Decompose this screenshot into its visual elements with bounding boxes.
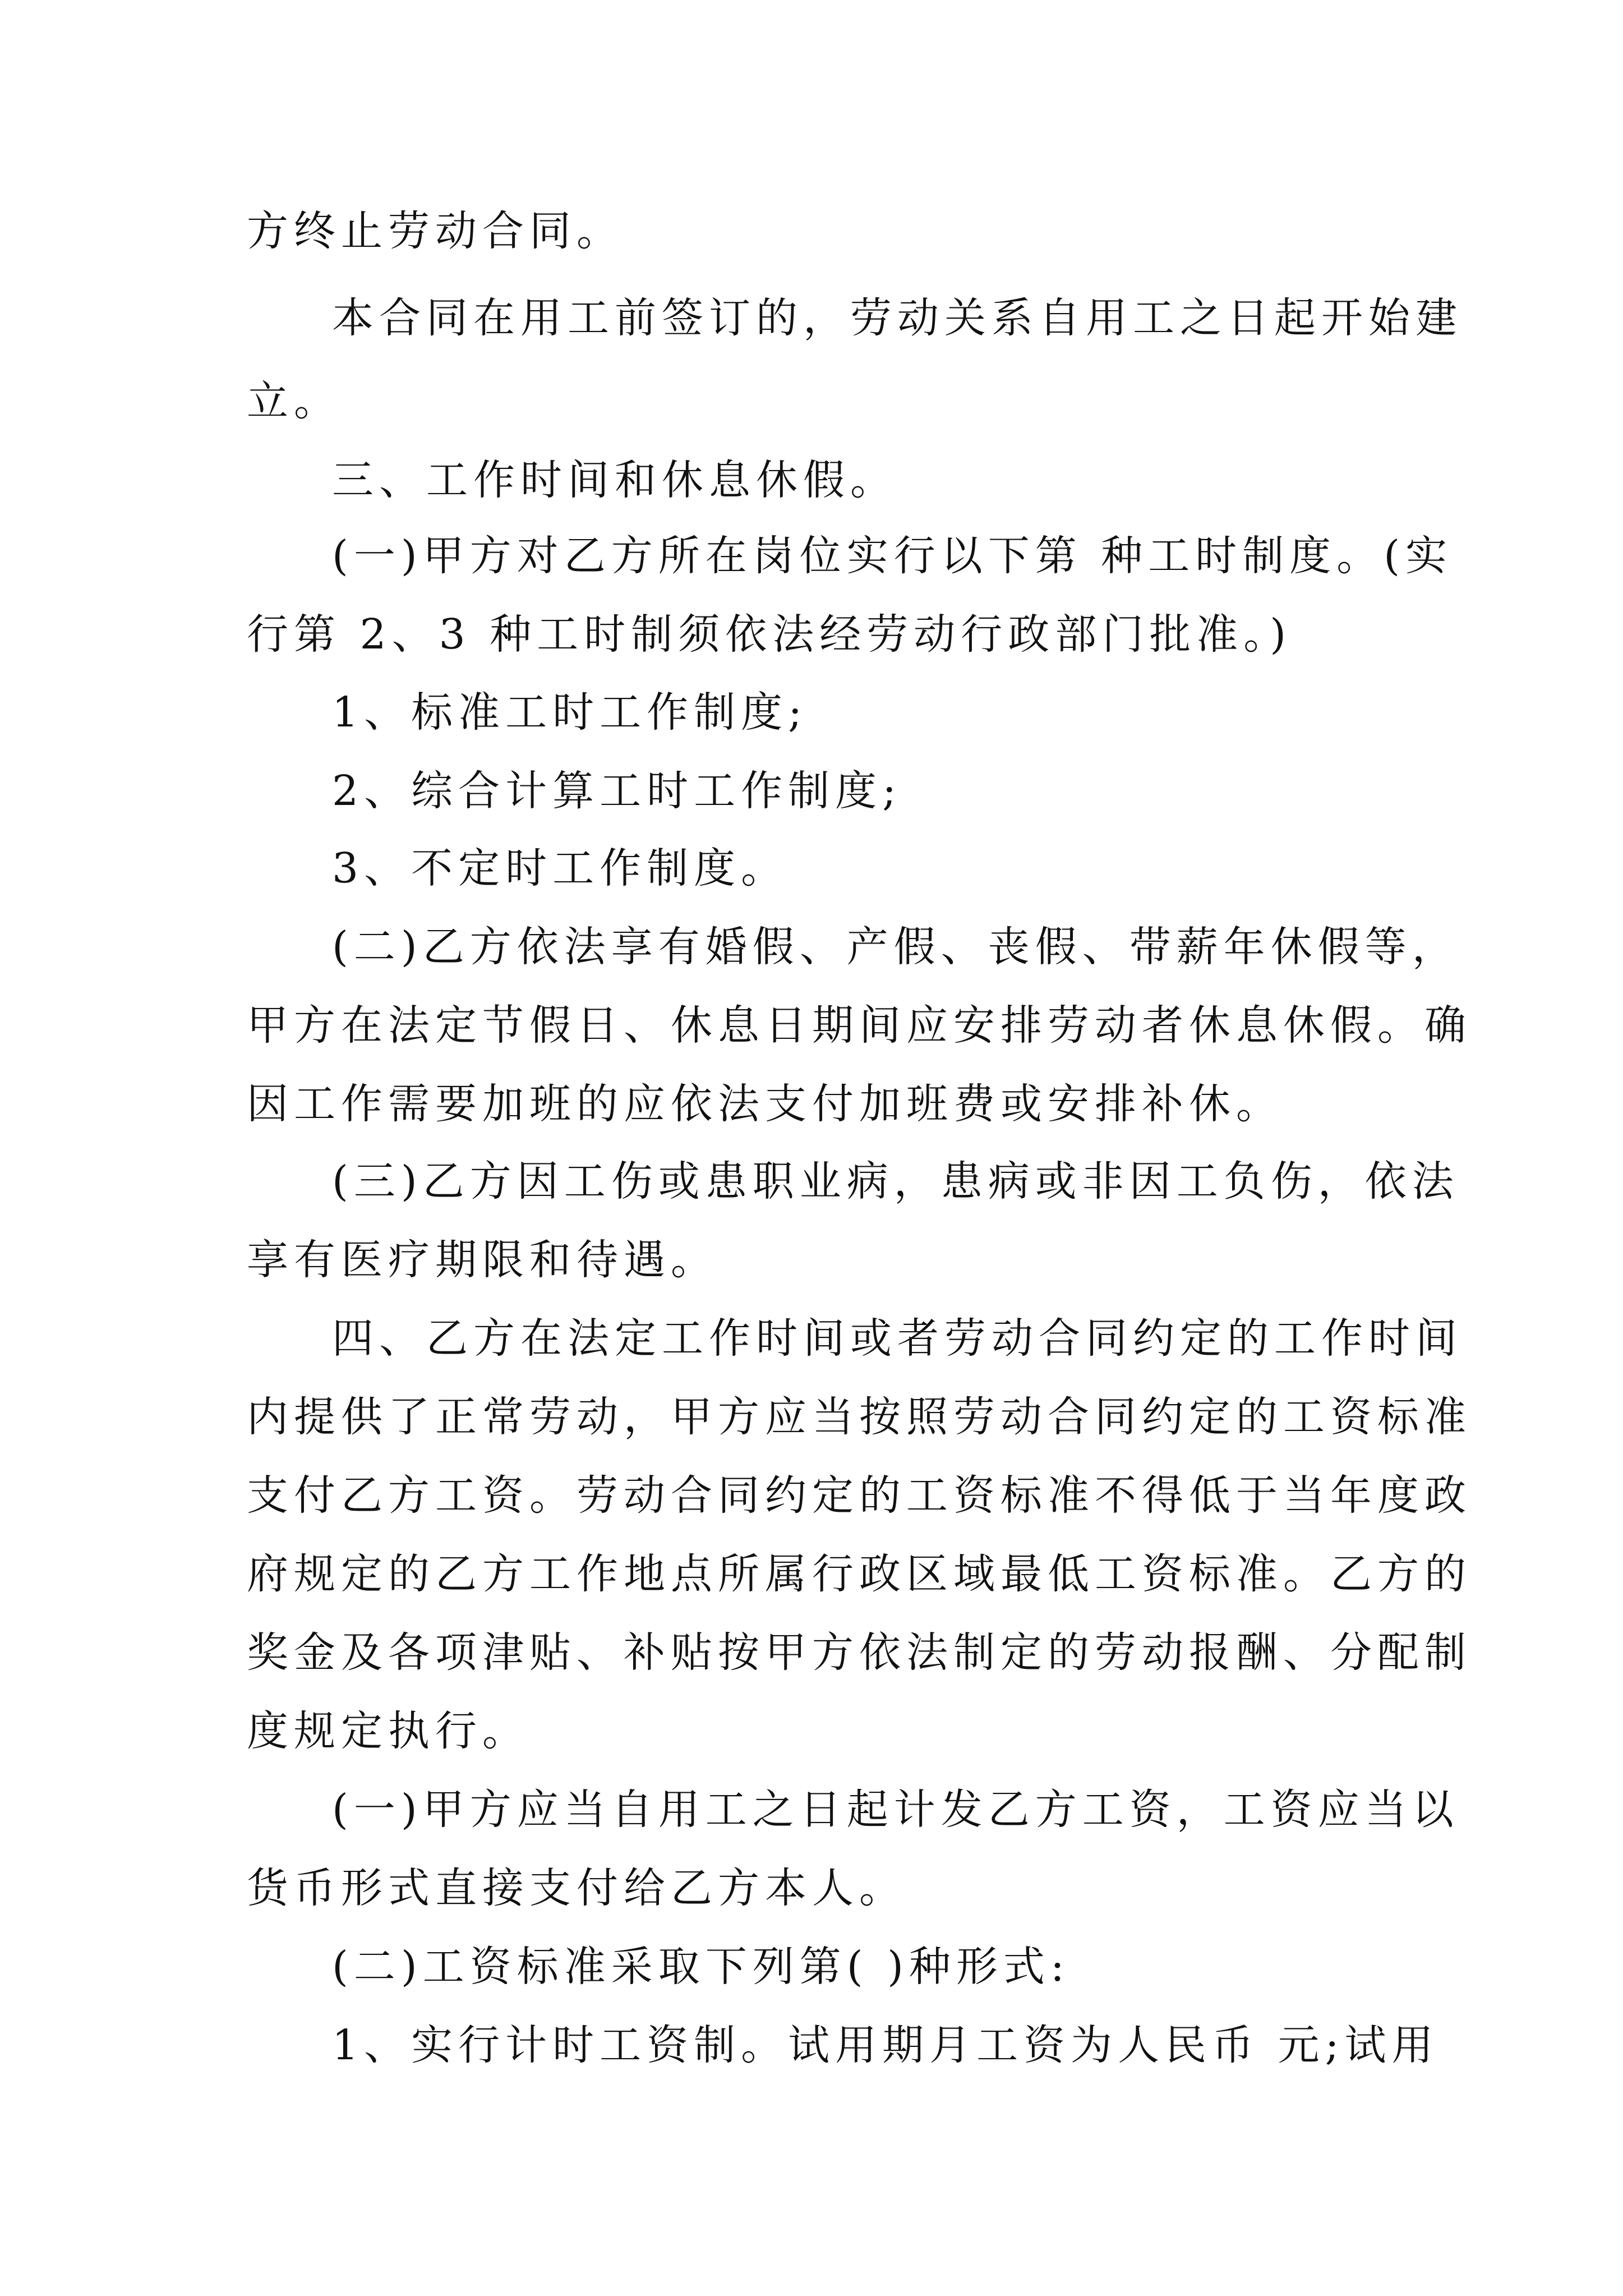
text-line: 内提供了正常劳动，甲方应当按照劳动合同约定的工资标准 (247, 1393, 1472, 1441)
text-line: 度规定执行。 (247, 1707, 529, 1755)
text-line: 甲方在法定节假日、休息日期间应安排劳动者休息休假。确 (247, 1001, 1472, 1050)
text-line: 行第 2、3 种工时制须依法经劳动行政部门批准。) (247, 610, 1292, 659)
text-line: 奖金及各项津贴、补贴按甲方依法制定的劳动报酬、分配制 (247, 1628, 1472, 1677)
section-heading: 四、乙方在法定工作时间或者劳动合同约定的工作时间 (332, 1314, 1463, 1363)
list-item: 1、实行计时工资制。试用期月工资为人民币 元;试用 (332, 2021, 1439, 2069)
text-line: 方终止劳动合同。 (247, 207, 624, 255)
text-line: (一)甲方应当自用工之日起计发乙方工资，工资应当以 (332, 1786, 1459, 1834)
text-line: (三)乙方因工伤或患职业病，患病或非因工负伤，依法 (332, 1157, 1459, 1205)
list-item: 1、标准工时工作制度; (332, 688, 808, 737)
list-item: 3、不定时工作制度。 (332, 844, 789, 892)
list-item: 2、综合计算工时工作制度; (332, 767, 902, 815)
section-heading: 三、工作时间和休息休假。 (332, 456, 897, 504)
text-line: 府规定的乙方工作地点所属行政区域最低工资标准。乙方的 (247, 1550, 1472, 1598)
text-line: 享有医疗期限和待遇。 (247, 1236, 718, 1284)
text-line: 立。 (247, 377, 341, 425)
text-line: 支付乙方工资。劳动合同约定的工资标准不得低于当年度政 (247, 1471, 1472, 1520)
text-line: 因工作需要加班的应依法支付加班费或安排补休。 (247, 1080, 1283, 1128)
text-line: 本合同在用工前签订的，劳动关系自用工之日起开始建 (332, 294, 1463, 342)
text-line: 货币形式直接支付给乙方本人。 (247, 1864, 906, 1912)
text-line: (二)乙方依法享有婚假、产假、丧假、带薪年休假等， (332, 923, 1459, 971)
text-line: (二)工资标准采取下列第( )种形式: (332, 1943, 1070, 1991)
text-line: (一)甲方对乙方所在岗位实行以下第 种工时制度。(实 (332, 532, 1453, 580)
